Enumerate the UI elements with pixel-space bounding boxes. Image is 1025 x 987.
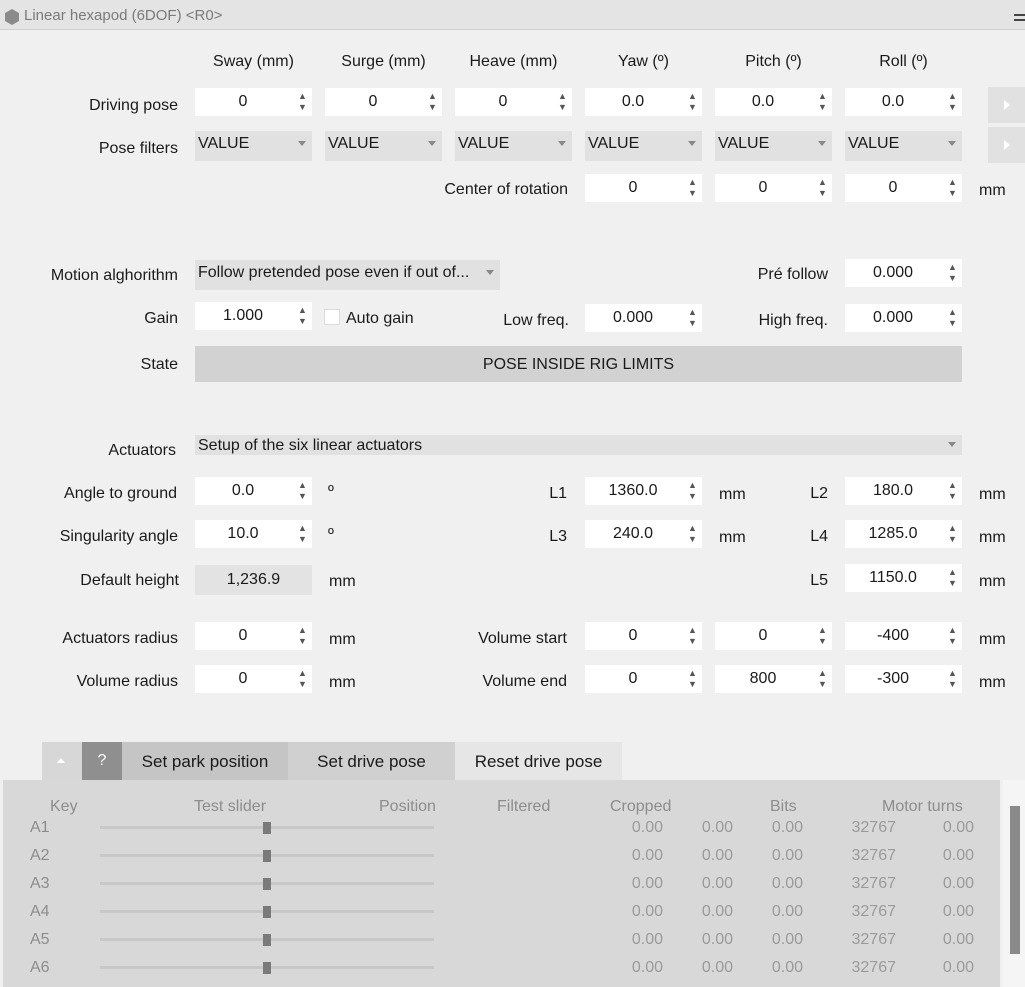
mm-unit: mm [329, 573, 356, 590]
up-arrow-icon[interactable]: ▲ [818, 625, 827, 635]
l2-spinbox[interactable] [845, 477, 962, 505]
cell-c3: 0.00 [771, 931, 803, 948]
cell-turns: 0.00 [942, 903, 974, 920]
chevron-down-icon [948, 442, 956, 447]
value: 0 [758, 627, 768, 644]
l5-label: L5 [810, 572, 828, 589]
window-title: Linear hexapod (6DOF) <R0> [24, 7, 223, 24]
chevron-down-icon [558, 141, 566, 146]
state-value: POSE INSIDE RIG LIMITS [482, 356, 675, 373]
pose-filter-surge-dropdown[interactable] [325, 131, 442, 161]
value: 1.000 [222, 307, 264, 324]
col-key: Key [50, 798, 78, 815]
volume-radius-spinbox[interactable] [195, 665, 312, 693]
value: 0 [368, 93, 378, 110]
degree-unit: º [328, 483, 334, 500]
angle-to-ground-spinbox[interactable] [195, 477, 312, 505]
up-arrow-icon[interactable]: ▲ [688, 668, 697, 678]
up-arrow-icon[interactable]: ▲ [688, 523, 697, 533]
cell-c2: 0.00 [701, 875, 733, 892]
up-arrow-icon[interactable]: ▲ [558, 91, 567, 101]
l4-spinbox[interactable] [845, 520, 962, 548]
actuators-label: Actuators [108, 442, 176, 459]
volume-radius-label: Volume radius [76, 673, 178, 690]
volume-start-y-spinbox[interactable] [715, 622, 832, 650]
reset-drive-pose-button[interactable] [455, 742, 622, 780]
cell-c3: 0.00 [771, 875, 803, 892]
up-arrow-icon[interactable]: ▲ [298, 668, 307, 678]
value: -400 [876, 627, 910, 644]
test-slider-thumb[interactable] [263, 906, 271, 918]
high-freq-spinbox[interactable] [845, 304, 962, 332]
down-arrow-icon[interactable]: ▼ [948, 636, 957, 646]
value: 240.0 [612, 525, 654, 542]
col-cropped: Cropped [610, 798, 672, 815]
row-key: A4 [30, 903, 50, 920]
cell-c2: 0.00 [701, 931, 733, 948]
col-position: Position [379, 798, 436, 815]
default-height-value [195, 565, 312, 595]
up-arrow-icon[interactable]: ▲ [818, 177, 827, 187]
center-rotation-x-spinbox[interactable] [585, 174, 702, 202]
driving-pose-pitch-spinbox[interactable] [715, 88, 832, 116]
chevron-down-icon [688, 141, 696, 146]
driving-pose-yaw-spinbox[interactable] [585, 88, 702, 116]
l2-label: L2 [810, 485, 828, 502]
pose-filter-yaw-dropdown[interactable] [585, 131, 702, 161]
actuators-dropdown[interactable] [195, 435, 962, 455]
label: Set park position [141, 752, 269, 771]
chevron-down-icon [486, 270, 494, 275]
down-arrow-icon[interactable]: ▼ [298, 316, 307, 326]
degree-unit: º [328, 526, 334, 543]
down-arrow-icon[interactable]: ▼ [948, 102, 957, 112]
cell-turns: 0.00 [942, 847, 974, 864]
pose-filter-heave-dropdown[interactable] [455, 131, 572, 161]
value: 0 [888, 179, 898, 196]
set-park-position-button[interactable] [122, 742, 288, 780]
down-arrow-icon[interactable]: ▼ [688, 636, 697, 646]
down-arrow-icon[interactable]: ▼ [688, 679, 697, 689]
up-arrow-icon[interactable]: ▲ [818, 668, 827, 678]
center-rotation-y-spinbox[interactable] [715, 174, 832, 202]
mm-unit: mm [979, 631, 1006, 648]
down-arrow-icon[interactable]: ▼ [818, 679, 827, 689]
play-icon [1004, 100, 1010, 110]
volume-end-y-spinbox[interactable] [715, 665, 832, 693]
cell-c1: 0.00 [631, 847, 663, 864]
value: 0.0 [751, 93, 775, 110]
value: 0 [628, 179, 638, 196]
up-arrow-icon[interactable]: ▲ [688, 91, 697, 101]
volume-end-label: Volume end [482, 673, 567, 690]
cell-turns: 0.00 [942, 819, 974, 836]
collapse-button[interactable] [42, 742, 82, 780]
value: VALUE [848, 135, 900, 152]
value: 0 [238, 670, 248, 687]
down-arrow-icon[interactable]: ▼ [948, 534, 957, 544]
scrollbar-thumb[interactable] [1010, 806, 1020, 954]
chevron-down-icon [948, 141, 956, 146]
up-arrow-icon[interactable]: ▲ [948, 480, 957, 490]
down-arrow-icon[interactable]: ▼ [688, 491, 697, 501]
volume-start-z-spinbox[interactable] [845, 622, 962, 650]
cell-c1: 0.00 [631, 903, 663, 920]
down-arrow-icon[interactable]: ▼ [298, 491, 307, 501]
chevron-down-icon [428, 141, 436, 146]
l3-label: L3 [549, 528, 567, 545]
mm-unit: mm [719, 529, 746, 546]
cell-turns: 0.00 [942, 875, 974, 892]
pose-filters-label: Pose filters [98, 140, 178, 157]
up-arrow-icon[interactable]: ▲ [298, 305, 307, 315]
driving-pose-label: Driving pose [89, 97, 178, 114]
value: 0.0 [881, 93, 905, 110]
l5-spinbox[interactable] [845, 564, 962, 592]
cell-c1: 0.00 [631, 959, 663, 976]
down-arrow-icon[interactable]: ▼ [558, 102, 567, 112]
value: 0.000 [872, 309, 914, 326]
mm-unit: mm [979, 529, 1006, 546]
angle-to-ground-label: Angle to ground [64, 485, 177, 502]
pose-filter-roll-dropdown[interactable] [845, 131, 962, 161]
set-drive-pose-button[interactable] [288, 742, 455, 780]
cell-c3: 0.00 [771, 959, 803, 976]
test-slider-thumb[interactable] [263, 962, 271, 974]
state-indicator [195, 346, 962, 382]
value: 180.0 [872, 482, 914, 499]
down-arrow-icon[interactable]: ▼ [948, 578, 957, 588]
driving-pose-surge-spinbox[interactable] [325, 88, 442, 116]
value: 1150.0 [869, 569, 917, 586]
l4-label: L4 [810, 528, 828, 545]
down-arrow-icon[interactable]: ▼ [298, 102, 307, 112]
actuators-radius-spinbox[interactable] [195, 622, 312, 650]
actuators-radius-label: Actuators radius [62, 630, 178, 647]
help-label: ? [97, 752, 107, 769]
expand-button-2[interactable] [988, 127, 1025, 163]
pose-filter-sway-dropdown[interactable] [195, 131, 312, 161]
down-arrow-icon[interactable]: ▼ [948, 491, 957, 501]
value: VALUE [328, 135, 380, 152]
cell-turns: 0.00 [942, 959, 974, 976]
value: VALUE [588, 135, 640, 152]
row-key: A1 [30, 819, 50, 836]
value: 800 [749, 670, 777, 687]
motion-algorithm-dropdown[interactable] [195, 260, 500, 290]
cell-bits: 32767 [851, 847, 896, 864]
low-freq-spinbox[interactable] [585, 304, 702, 332]
chevron-up-icon [57, 758, 65, 763]
row-key: A5 [30, 931, 50, 948]
up-arrow-icon[interactable]: ▲ [948, 262, 957, 272]
down-arrow-icon[interactable]: ▼ [298, 636, 307, 646]
mm-unit: mm [329, 674, 356, 691]
mm-unit: mm [979, 674, 1006, 691]
header-surge: Surge (mm) [341, 53, 426, 70]
down-arrow-icon[interactable]: ▼ [688, 188, 697, 198]
l3-spinbox[interactable] [585, 520, 702, 548]
gain-label: Gain [144, 310, 178, 327]
gain-spinbox[interactable] [195, 302, 312, 330]
up-arrow-icon[interactable]: ▲ [688, 307, 697, 317]
value: 0.000 [872, 264, 914, 281]
volume-end-z-spinbox[interactable] [845, 665, 962, 693]
test-slider-thumb[interactable] [263, 878, 271, 890]
header-heave: Heave (mm) [469, 53, 558, 70]
cell-c1: 0.00 [631, 819, 663, 836]
value: Setup of the six linear actuators [198, 437, 423, 454]
label: Reset drive pose [474, 752, 603, 771]
cell-c2: 0.00 [701, 847, 733, 864]
auto-gain-label: Auto gain [346, 310, 414, 327]
value: VALUE [198, 135, 250, 152]
menu-icon[interactable] [1014, 14, 1025, 28]
volume-start-label: Volume start [478, 630, 567, 647]
up-arrow-icon[interactable]: ▲ [688, 480, 697, 490]
value: 0 [758, 179, 768, 196]
value: 0 [238, 93, 248, 110]
header-pitch: Pitch (º) [745, 53, 802, 70]
header-yaw: Yaw (º) [618, 53, 669, 70]
motion-algorithm-label: Motion alghorithm [50, 267, 178, 284]
driving-pose-heave-spinbox[interactable] [455, 88, 572, 116]
col-test-slider: Test slider [194, 798, 267, 815]
chevron-down-icon [818, 141, 826, 146]
low-freq-label: Low freq. [503, 312, 569, 329]
col-bits: Bits [770, 798, 797, 815]
row-key: A6 [30, 959, 50, 976]
chevron-down-icon [298, 141, 306, 146]
col-filtered: Filtered [497, 798, 551, 815]
cell-c1: 0.00 [631, 875, 663, 892]
row-key: A3 [30, 875, 50, 892]
driving-pose-sway-spinbox[interactable] [195, 88, 312, 116]
up-arrow-icon[interactable]: ▲ [948, 625, 957, 635]
up-arrow-icon[interactable]: ▲ [818, 91, 827, 101]
up-arrow-icon[interactable]: ▲ [298, 480, 307, 490]
up-arrow-icon[interactable]: ▲ [948, 523, 957, 533]
value: VALUE [718, 135, 770, 152]
cell-c3: 0.00 [771, 819, 803, 836]
center-rotation-unit: mm [979, 182, 1006, 199]
pre-follow-spinbox[interactable] [845, 259, 962, 287]
cell-bits: 32767 [851, 819, 896, 836]
test-slider-thumb[interactable] [263, 850, 271, 862]
down-arrow-icon[interactable]: ▼ [948, 318, 957, 328]
l1-label: L1 [549, 485, 567, 502]
cell-bits: 32767 [851, 959, 896, 976]
value: 1,236.9 [226, 571, 281, 588]
value: VALUE [458, 135, 510, 152]
cell-bits: 32767 [851, 875, 896, 892]
cell-c3: 0.00 [771, 847, 803, 864]
up-arrow-icon[interactable]: ▲ [298, 91, 307, 101]
mm-unit: mm [979, 486, 1006, 503]
mm-unit: mm [719, 486, 746, 503]
down-arrow-icon[interactable]: ▼ [948, 188, 957, 198]
up-arrow-icon[interactable]: ▲ [948, 668, 957, 678]
l1-spinbox[interactable] [585, 477, 702, 505]
value: Follow pretended pose even if out of... [198, 264, 470, 281]
app-icon [4, 9, 20, 25]
value: 1285.0 [868, 525, 918, 542]
center-of-rotation-label: Center of rotation [444, 181, 568, 198]
up-arrow-icon[interactable]: ▲ [428, 91, 437, 101]
value: 0.0 [231, 482, 255, 499]
state-label: State [140, 356, 178, 373]
volume-end-x-spinbox[interactable] [585, 665, 702, 693]
down-arrow-icon[interactable]: ▼ [428, 102, 437, 112]
down-arrow-icon[interactable]: ▼ [298, 679, 307, 689]
header-roll: Roll (º) [879, 53, 928, 70]
cell-c2: 0.00 [701, 903, 733, 920]
auto-gain-checkbox[interactable] [324, 309, 340, 325]
pre-follow-label: Pré follow [757, 266, 828, 283]
value: 0 [238, 627, 248, 644]
value: 0 [628, 627, 638, 644]
play-icon [1004, 140, 1010, 150]
value: 0.000 [612, 309, 654, 326]
value: 0 [498, 93, 508, 110]
expand-button-1[interactable] [988, 87, 1025, 123]
header-sway: Sway (mm) [213, 53, 294, 70]
down-arrow-icon[interactable]: ▼ [948, 679, 957, 689]
cell-bits: 32767 [851, 931, 896, 948]
center-rotation-z-spinbox[interactable] [845, 174, 962, 202]
value: 0.0 [621, 93, 645, 110]
up-arrow-icon[interactable]: ▲ [298, 625, 307, 635]
up-arrow-icon[interactable]: ▲ [948, 177, 957, 187]
test-slider-thumb[interactable] [263, 934, 271, 946]
value: -300 [876, 670, 910, 687]
cell-turns: 0.00 [942, 931, 974, 948]
test-slider-thumb[interactable] [263, 822, 271, 834]
up-arrow-icon[interactable]: ▲ [948, 567, 957, 577]
mm-unit: mm [329, 631, 356, 648]
down-arrow-icon[interactable]: ▼ [688, 318, 697, 328]
high-freq-label: High freq. [758, 312, 828, 329]
singularity-angle-label: Singularity angle [59, 528, 178, 545]
pose-filter-pitch-dropdown[interactable] [715, 131, 832, 161]
down-arrow-icon[interactable]: ▼ [948, 273, 957, 283]
mm-unit: mm [979, 573, 1006, 590]
col-motor-turns: Motor turns [882, 798, 963, 815]
volume-start-x-spinbox[interactable] [585, 622, 702, 650]
cell-c1: 0.00 [631, 931, 663, 948]
up-arrow-icon[interactable]: ▲ [688, 625, 697, 635]
up-arrow-icon[interactable]: ▲ [948, 91, 957, 101]
row-key: A2 [30, 847, 50, 864]
cell-c2: 0.00 [701, 819, 733, 836]
down-arrow-icon[interactable]: ▼ [818, 636, 827, 646]
down-arrow-icon[interactable]: ▼ [818, 188, 827, 198]
value: 10.0 [227, 525, 259, 542]
down-arrow-icon[interactable]: ▼ [688, 534, 697, 544]
down-arrow-icon[interactable]: ▼ [298, 534, 307, 544]
singularity-angle-spinbox[interactable] [195, 520, 312, 548]
up-arrow-icon[interactable]: ▲ [948, 307, 957, 317]
default-height-label: Default height [80, 572, 179, 589]
cell-c3: 0.00 [771, 903, 803, 920]
label: Set drive pose [317, 752, 426, 771]
up-arrow-icon[interactable]: ▲ [688, 177, 697, 187]
down-arrow-icon[interactable]: ▼ [818, 102, 827, 112]
down-arrow-icon[interactable]: ▼ [688, 102, 697, 112]
value: 0 [628, 670, 638, 687]
up-arrow-icon[interactable]: ▲ [298, 523, 307, 533]
cell-bits: 32767 [851, 903, 896, 920]
cell-c2: 0.00 [701, 959, 733, 976]
help-button[interactable] [82, 742, 122, 780]
value: 1360.0 [608, 482, 658, 499]
driving-pose-roll-spinbox[interactable] [845, 88, 962, 116]
